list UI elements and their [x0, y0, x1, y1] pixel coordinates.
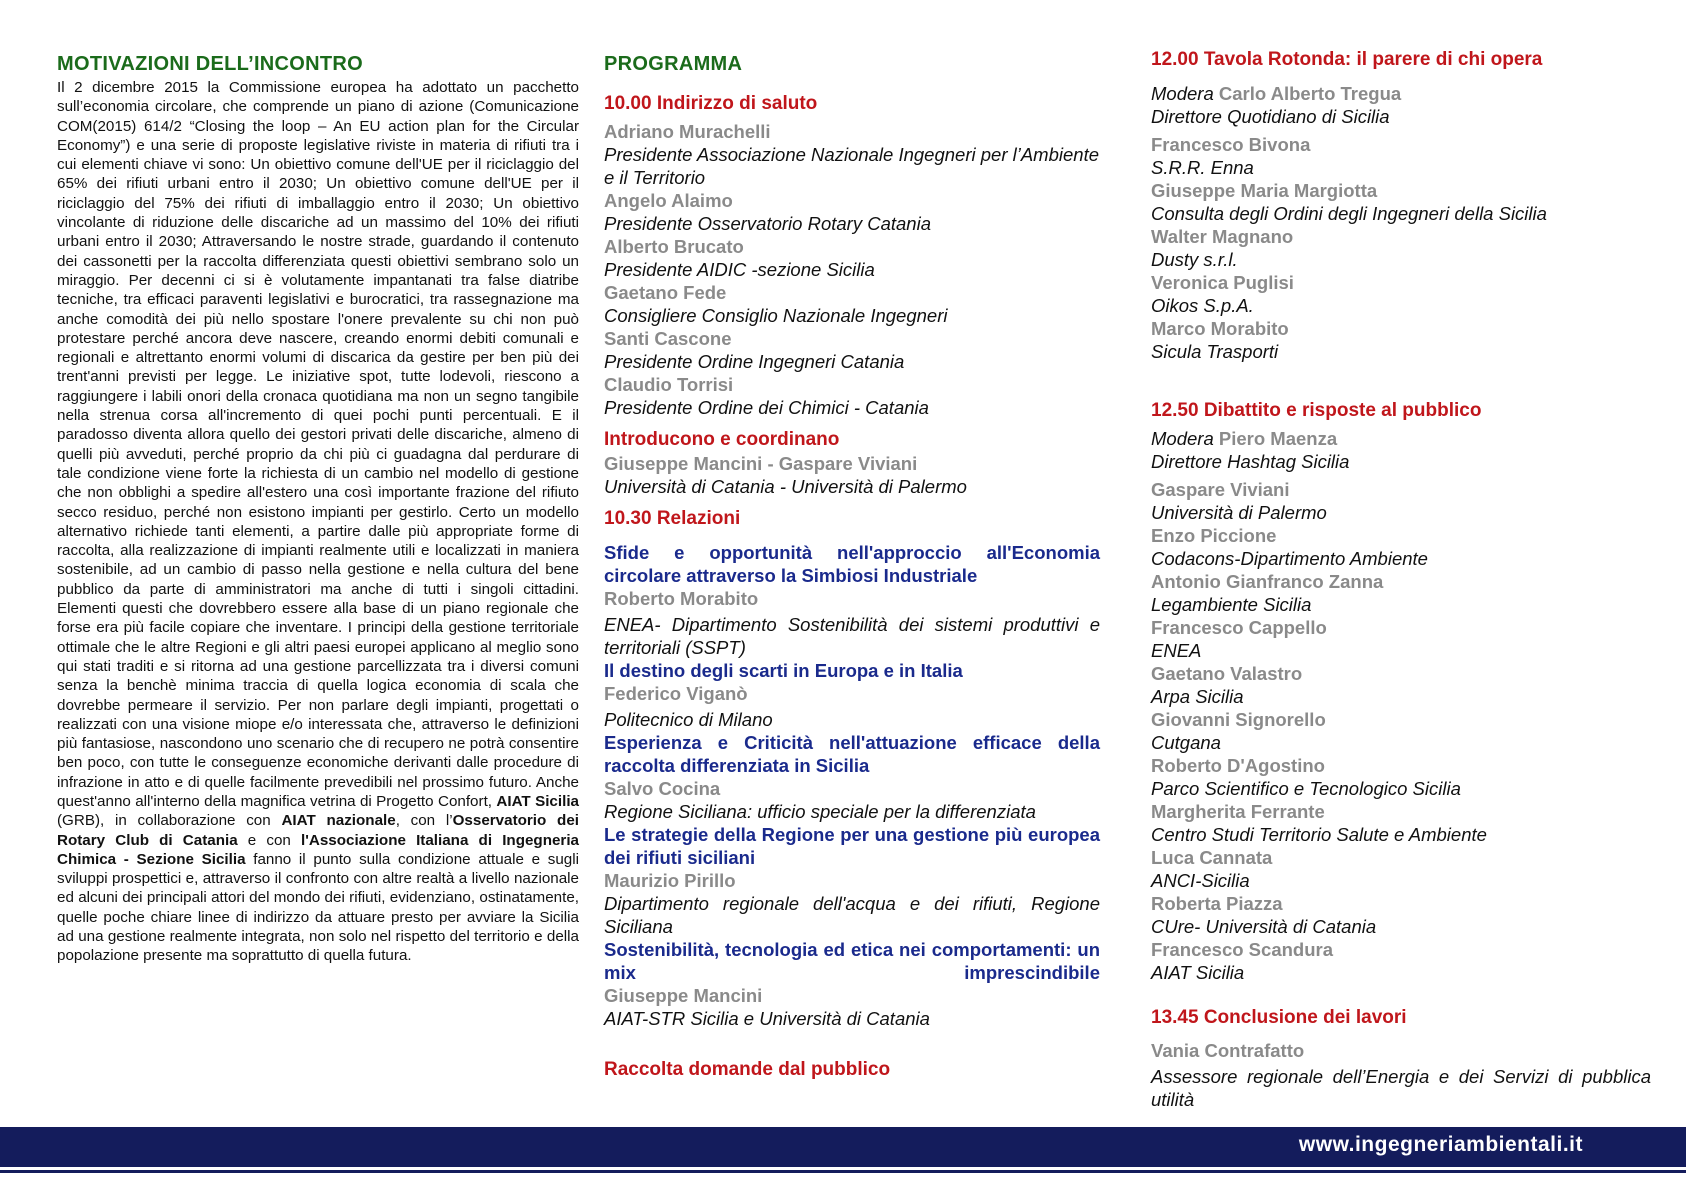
- speaker-role: Parco Scientifico e Tecnologico Sicilia: [1151, 778, 1461, 799]
- speaker-role: S.R.R. Enna: [1151, 157, 1254, 178]
- footer-divider: [0, 1170, 1686, 1173]
- speaker-role: Consulta degli Ordini degli Ingegneri della Sicilia: [1151, 203, 1547, 224]
- speaker-name: Alberto Brucato: [604, 236, 744, 257]
- speaker-name: Giovanni Signorello: [1151, 709, 1326, 730]
- conclusione-time: 13.45 Conclusione dei lavori: [1151, 1007, 1407, 1028]
- motivazioni-column: [57, 48, 579, 966]
- talk-speaker: Maurizio Pirillo: [604, 870, 736, 891]
- speaker-role: AIAT Sicilia: [1151, 962, 1245, 983]
- speaker-name: Claudio Torrisi: [604, 374, 734, 395]
- speaker-name: Veronica Puglisi: [1151, 272, 1294, 293]
- tavola-speakers: [1151, 133, 1651, 363]
- talk-title: Sfide e opportunità nell'approccio all'Economia circolare attraverso la Simbiosi Industriale: [604, 542, 1100, 586]
- talk-speaker: Roberto Morabito: [604, 588, 759, 609]
- speaker-role: Dusty s.r.l.: [1151, 249, 1238, 270]
- talk-title: Le strategie della Regione per una gestione più europea dei rifiuti siciliani: [604, 824, 1100, 868]
- speaker-role: ENEA: [1151, 640, 1202, 661]
- speaker-name: Francesco Cappello: [1151, 617, 1327, 638]
- relazioni-time: 10.30 Relazioni: [604, 508, 741, 529]
- talk-title: Il destino degli scarti in Europa e in Italia: [604, 660, 963, 681]
- relazioni-talks: [604, 541, 1100, 1030]
- speaker-name: Roberto D'Agostino: [1151, 755, 1325, 776]
- motivazioni-title: MOTIVAZIONI DELL’INCONTRO: [57, 53, 364, 75]
- saluto-speakers: [604, 120, 1100, 419]
- speaker-name: Giuseppe Maria Margiotta: [1151, 180, 1378, 201]
- speaker-role: Centro Studi Territorio Salute e Ambiente: [1151, 824, 1487, 845]
- speaker-role: Codacons-Dipartimento Ambiente: [1151, 548, 1428, 569]
- speaker-role: Oikos S.p.A.: [1151, 295, 1254, 316]
- speaker-name: Angelo Alaimo: [604, 190, 733, 211]
- motivazioni-text: Il 2 dicembre 2015 la Commissione europea ha adottato un pacchetto sull’economia circolare, che comprende un piano di azione (Comunicazione COM(2015) 614/2 “Closing the loop – An EU action plan for the Circular Economy”) e una serie di proposte legislative riviste in materia di rifiuti tra i cui elementi chiave vi sono: Un obiettivo comune dell'UE per il riciclaggio del 65% dei rifiuti urbani entro il 2030; Un obiettivo comune dell'UE per il riciclaggio del 75% dei rifiuti di imballaggio entro il 2030; Un obiettivo vincolante di riduzione delle discariche ad un massimo del 10% dei rifiuti urbani entro il 2030; Attraversando le nostre strade, guardando il contenuto dei cassonetti per la raccolta differenziata questi obiettivi sembrano solo un miraggio. Per decenni ci si è volutamente impantanati tra false diatribe tecniche, tra efficaci paraventi legislativi e burocratici, tra rassegnazione ma anche comodità dei più nello spostare l'onere prevalente su chi non può protestare perché ancora deve nascere, creando enormi debiti comunali e regionali e altrettanto enormi volumi di discarica da gestire per ben più dei trent'anni previsti per legge. Le iniziative spot, tutte lodevoli, riescono a raggiungere i labili onori della cronaca quotidiana ma non un segno tangibile nella strenua corsa all'incremento di quei pochi punti percentuali. E il paradosso diventa allora quello dei gestori privati delle discariche, almeno di quelli più avveduti, perché proprio da chi più ci guadagna dal perdurare di tale condizione viene forte la richiesta di un cambio nel modello di gestione che non obblighi a spedire all'estero una così importante frazione del rifiuto secco residuo, perché non esistono impianti per gestirlo. Certo un modello alternativo richiede tanti elementi, a partire dalle più appropriate forme di raccolta, alla realizzazione di impianti realmente utili e localizzati in maniera sostenibile, ad un cambio di passo nella gestione e nella cultura del bene pubblico da parte di amministratori ma anche di tutti i singoli cittadini. Elementi questi che dovrebbero essere alla base di un piano regionale che forse era più facile copiare che inventare. I principi della gestione territoriale ottimale che le altre Regioni e gli altri paesi europei applicano al meglio sono qui stati traditi e si ritorna ad una gestione parcellizzata tra i diversi comuni senza la benchè minima traccia di quella logica economia di scala che dovrebbe permeare il servizio. Per non parlare degli impianti, progettati o realizzati con una visione miope e/o interessata che, attraverso le definizioni più fantasiose, nascondono uno scenario che di recupero ne potrà consentire ben poco, con tutte le conseguenze economiche derivanti dalle procedure di infrazione in atto e di quelle facilmente prevedibili nel prossimo futuro. Anche quest'anno all'interno della magnifica vetrina di Progetto Confort, AIAT Sicilia (GRB), in collaborazione con AIAT nazionale, con l’Osservatorio dei Rotary Club di Catania e con l'Associazione Italiana di Ingegneria Chimica - Sezione Sicilia fanno il punto sulla condizione attuale e sugli sviluppi prospettici e, attraverso il confronto con altre realtà a livello nazionale ed alcuni dei principali attori del mondo dei rifiuti, evidenziano, ostinatamente, quelle poche chiare linee di indirizzo da attuare presto per avviare la Sicilia ad una gestione realmente integrata, non solo nel rispetto del territorio e della popolazione presente ma soprattutto di quella futura.: [57, 79, 579, 965]
- speaker-role: Presidente Associazione Nazionale Ingegneri per l’Ambiente e il Territorio: [604, 144, 1099, 188]
- conclusione-role: Assessore regionale dell’Energia e dei Servizi di pubblica utilità: [1151, 1066, 1651, 1110]
- saluto-time: 10.00 Indirizzo di saluto: [604, 93, 818, 114]
- raccolta-domande: Raccolta domande dal pubblico: [604, 1059, 891, 1080]
- conclusione-name: Vania Contrafatto: [1151, 1040, 1305, 1061]
- speaker-role: Università di Palermo: [1151, 502, 1327, 523]
- talk-speaker: Giuseppe Mancini: [604, 985, 763, 1006]
- tavola-time: 12.00 Tavola Rotonda: il parere di chi opera: [1151, 49, 1543, 70]
- speaker-name: Marco Morabito: [1151, 318, 1289, 339]
- speaker-role: Consigliere Consiglio Nazionale Ingegneri: [604, 305, 948, 326]
- speaker-role: ANCI-Sicilia: [1151, 870, 1250, 891]
- tavola-moderator: Modera Carlo Alberto Tregua: [1151, 83, 1402, 104]
- speaker-role: Presidente Ordine Ingegneri Catania: [604, 351, 905, 372]
- dibattito-moderator: Modera Piero Maenza: [1151, 428, 1338, 449]
- introducono-names: Giuseppe Mancini - Gaspare Viviani: [604, 453, 918, 474]
- speaker-role: Presidente AIDIC -sezione Sicilia: [604, 259, 875, 280]
- speaker-name: Walter Magnano: [1151, 226, 1294, 247]
- speaker-role: Legambiente Sicilia: [1151, 594, 1312, 615]
- talk-affiliation: Politecnico di Milano: [604, 709, 773, 730]
- talk-speaker: Salvo Cocina: [604, 778, 721, 799]
- dibattito-time: 12.50 Dibattito e risposte al pubblico: [1151, 400, 1482, 421]
- dibattito-speakers: [1151, 478, 1651, 984]
- talk-speaker: Federico Viganò: [604, 683, 748, 704]
- speaker-name: Gaspare Viviani: [1151, 479, 1290, 500]
- speaker-role: Presidente Ordine dei Chimici - Catania: [604, 397, 929, 418]
- tavola-moderator-role: Direttore Quotidiano di Sicilia: [1151, 106, 1390, 127]
- talk-affiliation: ENEA- Dipartimento Sostenibilità dei sistemi produttivi e territoriali (SSPT): [604, 614, 1100, 658]
- speaker-name: Luca Cannata: [1151, 847, 1273, 868]
- speaker-name: Roberta Piazza: [1151, 893, 1283, 914]
- speaker-role: Presidente Osservatorio Rotary Catania: [604, 213, 931, 234]
- programma-column: [604, 48, 1100, 1082]
- speaker-name: Antonio Gianfranco Zanna: [1151, 571, 1384, 592]
- website-link[interactable]: www.ingegneriambientali.it: [1298, 1133, 1583, 1156]
- speaker-role: Arpa Sicilia: [1151, 686, 1244, 707]
- programma-title: PROGRAMMA: [604, 53, 743, 75]
- speaker-name: Gaetano Fede: [604, 282, 727, 303]
- speaker-name: Enzo Piccione: [1151, 525, 1277, 546]
- tavola-column: [1151, 48, 1651, 1111]
- talk-title: Esperienza e Criticità nell'attuazione efficace della raccolta differenziata in Sicilia: [604, 732, 1100, 776]
- speaker-name: Margherita Ferrante: [1151, 801, 1325, 822]
- talk-affiliation: Regione Siciliana: ufficio speciale per la differenziata: [604, 801, 1036, 822]
- speaker-name: Santi Cascone: [604, 328, 732, 349]
- dibattito-moderator-role: Direttore Hashtag Sicilia: [1151, 451, 1350, 472]
- speaker-name: Francesco Scandura: [1151, 939, 1333, 960]
- speaker-role: CUre- Università di Catania: [1151, 916, 1377, 937]
- speaker-name: Gaetano Valastro: [1151, 663, 1303, 684]
- introducono-affil: Università di Catania - Università di Palermo: [604, 476, 967, 497]
- speaker-name: Francesco Bivona: [1151, 134, 1311, 155]
- footer-bar: [0, 1127, 1686, 1167]
- speaker-role: Cutgana: [1151, 732, 1221, 753]
- talk-title: Sostenibilità, tecnologia ed etica nei comportamenti: un mix imprescindibile: [604, 939, 1100, 983]
- introducono-title: Introducono e coordinano: [604, 429, 840, 450]
- speaker-role: Sicula Trasporti: [1151, 341, 1279, 362]
- talk-affiliation: AIAT-STR Sicilia e Università di Catania: [604, 1008, 930, 1029]
- talk-affiliation: Dipartimento regionale dell'acqua e dei rifiuti, Regione Siciliana: [604, 893, 1100, 937]
- speaker-name: Adriano Murachelli: [604, 121, 771, 142]
